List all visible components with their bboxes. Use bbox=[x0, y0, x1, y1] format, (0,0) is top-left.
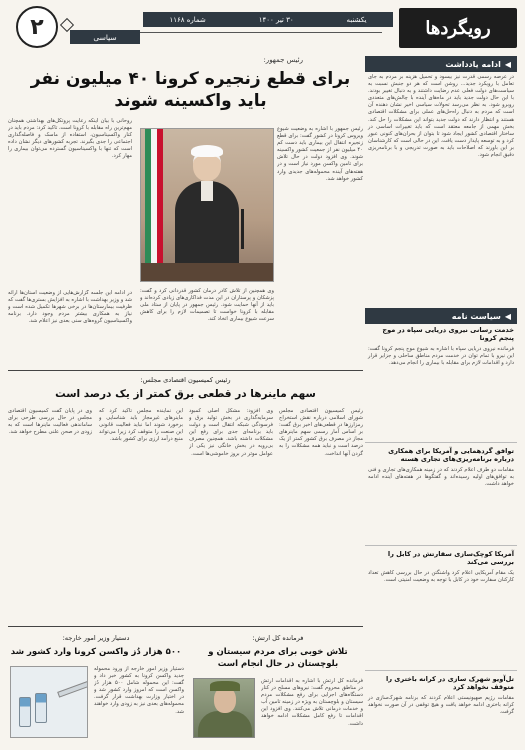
news-item-text: مقامات دو طرف اعلام کردند که در زمینه همکاری‌های تجاری و فنی به توافق‌های اولیه رسیده‌اند و گفتگوها در هفته‌های آینده ادامه خواهد داشت. bbox=[368, 467, 514, 488]
politics-box-header bbox=[365, 308, 517, 324]
desk bbox=[141, 263, 274, 281]
second-kicker: رئیس کمیسیون اقتصادی مجلس: bbox=[140, 376, 231, 384]
masthead-logo: رویگردها bbox=[399, 8, 517, 48]
right-column bbox=[365, 56, 517, 742]
issue-date: ۳۰ تیر ۱۴۰۰ bbox=[258, 15, 294, 24]
second-text-col-3: این نماینده مجلس تاکید کرد که ماینرهای غیرمجاز باید شناسایی و برخورد شوند اما نباید فعالیت قانونی این صنعت را متوقف کرد زیرا می‌تواند منبع درآمد ارزی برای کشور باشد. bbox=[99, 408, 183, 443]
story-four-headline: ۵۰۰ هزار دُز واکسن کرونا وارد کشور شد bbox=[10, 647, 182, 657]
second-text-col-2: وی افزود: مشکل اصلی کمبود سرمایه‌گذاری در بخش تولید برق و فرسودگی شبکه انتقال است و دولت باید برنامه‌ای جدی برای رفع این مشکلات داشته باشد. همچنین مصرف بی‌رویه در بخش خانگی نیز یکی از عوامل موثر در بروز خاموشی‌ها است. bbox=[189, 408, 273, 457]
vaccine-vial-icon bbox=[19, 697, 31, 727]
news-item-title: تل‌آویو شهرک سازی در کرانه باختری را متوقف نخواهد کرد bbox=[385, 675, 514, 691]
continuation-title: ادامه یادداشت bbox=[445, 59, 501, 69]
arrow-left-icon: ◀ bbox=[504, 59, 511, 69]
microphone-icon bbox=[241, 209, 244, 249]
section-rule bbox=[8, 370, 363, 371]
story-four-text: دستیار وزیر امور خارجه از ورود محموله جدید واکسن کرونا به کشور خبر داد و گفت: این محموله شامل ۵۰۰ هزار دُز واکسن است که امروز وارد کشور شد و در اختیار وزارت بهداشت قرار گرفت. محموله‌های بعدی نیز به زودی وارد خواهند شد. bbox=[94, 666, 184, 715]
vaccine-vial-icon bbox=[35, 693, 47, 723]
story-three-headline: تلاش خوبی برای مردم سیستان و بلوچستان در حال انجام است bbox=[208, 647, 348, 669]
divider bbox=[365, 545, 517, 546]
lead-text-col-1: رئیس جمهور با اشاره به وضعیت شیوع ویروس کرونا در کشور گفت: برای قطع زنجیره انتقال این بیماری باید دست کم ۴۰ میلیون نفر از جمعیت کشور واکسینه شوند. وی افزود دولت در حال تلاش برای تامین واکسن مورد نیاز است و در هفته‌های آینده محموله‌های جدیدی وارد کشور خواهد شد. bbox=[277, 126, 363, 182]
lead-headline: برای قطع زنجیره کرونا ۴۰ میلیون نفر باید واکسینه شوند bbox=[30, 69, 351, 111]
president-photo bbox=[140, 128, 274, 282]
news-item-text: فرمانده نیروی دریایی سپاه با اشاره به شیوع موج پنجم کرونا گفت: این نیرو با تمام توان در خدمت مردم مناطق ساحلی و جزایر قرار دارد و اقدامات لازم برای مقابله با بیماری را انجام می‌دهد. bbox=[368, 346, 514, 367]
second-text-col-1: رئیس کمیسیون اقتصادی مجلس شورای اسلامی درباره نقش استخراج رمزارزها در قطعی‌های اخیر برق گفت: بر اساس آمار رسمی سهم ماینرهای مجاز در مصرف برق کشور کمتر از یک درصد است و نباید همه مشکلات را به گردن آنها انداخت. bbox=[279, 408, 363, 457]
lead-text-col-left: روحانی با بیان اینکه رعایت پروتکل‌های بهداشتی همچنان مهم‌ترین راه مقابله با کرونا است، تاکید کرد: مردم باید در کنار واکسیناسیون، استفاده از ماسک و فاصله‌گذاری اجتماعی را جدی بگیرند. تجربه کشورهای دیگر نشان داده است که تنها با واکسیناسیون گسترده می‌توان بیماری را مهار کرد. bbox=[8, 118, 132, 160]
continuation-text: در عرصه رسمی قدرت نیز بیسود و تحمیل هزینه بر مردم به جای تعامل با رویکرد جدید... روشن است که هر دو جنبش نسبت به سیاست‌های دولت فعلی عدم رضایت داشتند و به دنبال تغییر بودند. با این حال دولت جدید باید در ماه‌های آینده با چالش‌های متعددی روبرو شود. به نظر می‌رسد تحولات سیاسی اخیر نشان دهنده آن است که مردم به دنبال راه‌حل‌های عملی برای مشکلات اقتصادی هستند و انتظار دارند که دولت جدید بتواند این مشکلات را حل کند. بخش مهمی از جامعه معتقد است که باید تغییرات اساسی در ساختار اقتصادی کشور ایجاد شود تا بتوان از بحران‌های کنونی عبور کرد و به توسعه پایدار دست یافت. این در حالی است که کارشناسان بر این باورند که اصلاحات باید به صورت تدریجی و با برنامه‌ریزی دقیق انجام شود. bbox=[368, 74, 514, 159]
speaker-figure bbox=[175, 149, 237, 269]
issue-info-bar bbox=[143, 12, 393, 27]
news-item-title: آمریکا کوچک‌سازی سفارتش در کابل را بررسی می‌کند bbox=[387, 550, 514, 566]
divider bbox=[365, 670, 517, 671]
vaccine-photo bbox=[10, 666, 88, 738]
second-headline: سهم ماینرها در قطعی برق کمتر از یک درصد است bbox=[55, 388, 316, 400]
news-item-text: یک مقام آمریکایی اعلام کرد واشنگتن در حال بررسی کاهش تعداد کارکنان سفارت خود در کابل با توجه به وضعیت امنیتی است. bbox=[368, 570, 514, 584]
lead-kicker: رئیس جمهور: bbox=[263, 56, 303, 64]
flag-icon bbox=[145, 129, 163, 279]
second-text-col-4: وی در پایان گفت کمیسیون اقتصادی مجلس در حال بررسی طرحی برای ساماندهی فعالیت ماینرها است که به زودی در صحن علنی مطرح خواهد شد. bbox=[8, 408, 92, 436]
news-item-title: خدمت رسانی نیروی دریایی سپاه در موج پنجم کرونا bbox=[382, 326, 514, 342]
continuation-box-header bbox=[365, 56, 517, 72]
lead-text-col-left2: در ادامه این جلسه گزارش‌هایی از وضعیت استان‌ها ارائه شد و وزیر بهداشت با اشاره به افزایش بستری‌ها گفت که ظرفیت بیمارستان‌ها در برخی شهرها تکمیل شده است و نیاز به همکاری بیشتر مردم وجود دارد. برنامه واکسیناسیون گروه‌های سنی بعدی نیز اعلام شد. bbox=[8, 290, 132, 325]
page-number: ۲ bbox=[16, 6, 58, 48]
issue-number: شماره ۱۱۶۸ bbox=[169, 15, 206, 24]
section-label: سیاسی bbox=[70, 30, 140, 44]
arrow-left-icon: ◀ bbox=[504, 311, 511, 321]
commander-photo bbox=[193, 678, 255, 738]
news-item-text: مقامات رژیم صهیونیستی اعلام کردند که برنامه شهرک‌سازی در کرانه باختری ادامه خواهد یافت و هیچ توقفی در آن صورت نخواهد گرفت. bbox=[368, 695, 514, 716]
politics-box-title: سیاست نامه bbox=[451, 311, 501, 321]
section-rule bbox=[8, 626, 363, 627]
page-header bbox=[8, 6, 517, 50]
story-three-text: فرمانده کل ارتش با اشاره به اقدامات ارتش در مناطق محروم گفت: نیروهای مسلح در کنار دستگاه‌های اجرایی برای رفع مشکلات مردم سیستان و بلوچستان به ویژه در زمینه تامین آب و خدمات درمانی تلاش می‌کنند. وی افزود این اقدامات تا رفع کامل مشکلات ادامه خواهد داشت. bbox=[261, 678, 363, 727]
story-four-kicker: دستیار وزیر امور خارجه: bbox=[62, 634, 130, 642]
news-item-title: توافق گردهمایی و آمریکا برای همکاری درباره برنامه‌ریزی‌های تجاری هسته bbox=[388, 447, 514, 463]
issue-day: یکشنبه bbox=[346, 15, 367, 24]
main-area bbox=[8, 56, 363, 742]
story-three-kicker: فرمانده کل ارتش: bbox=[252, 634, 304, 642]
lead-text-col-mid: وی همچنین از تلاش کادر درمان کشور قدردانی کرد و گفت: پزشکان و پرستاران در این مدت فداکاری‌های زیادی کرده‌اند و باید از آنها حمایت شود. رئیس جمهور در پایان از ستاد ملی مقابله با کرونا خواست تا تصمیمات لازم را برای کاهش سرعت شیوع بیماری اتخاذ کند. bbox=[140, 288, 274, 323]
divider bbox=[365, 442, 517, 443]
military-cap-icon bbox=[210, 681, 240, 691]
syringe-icon bbox=[57, 678, 88, 697]
